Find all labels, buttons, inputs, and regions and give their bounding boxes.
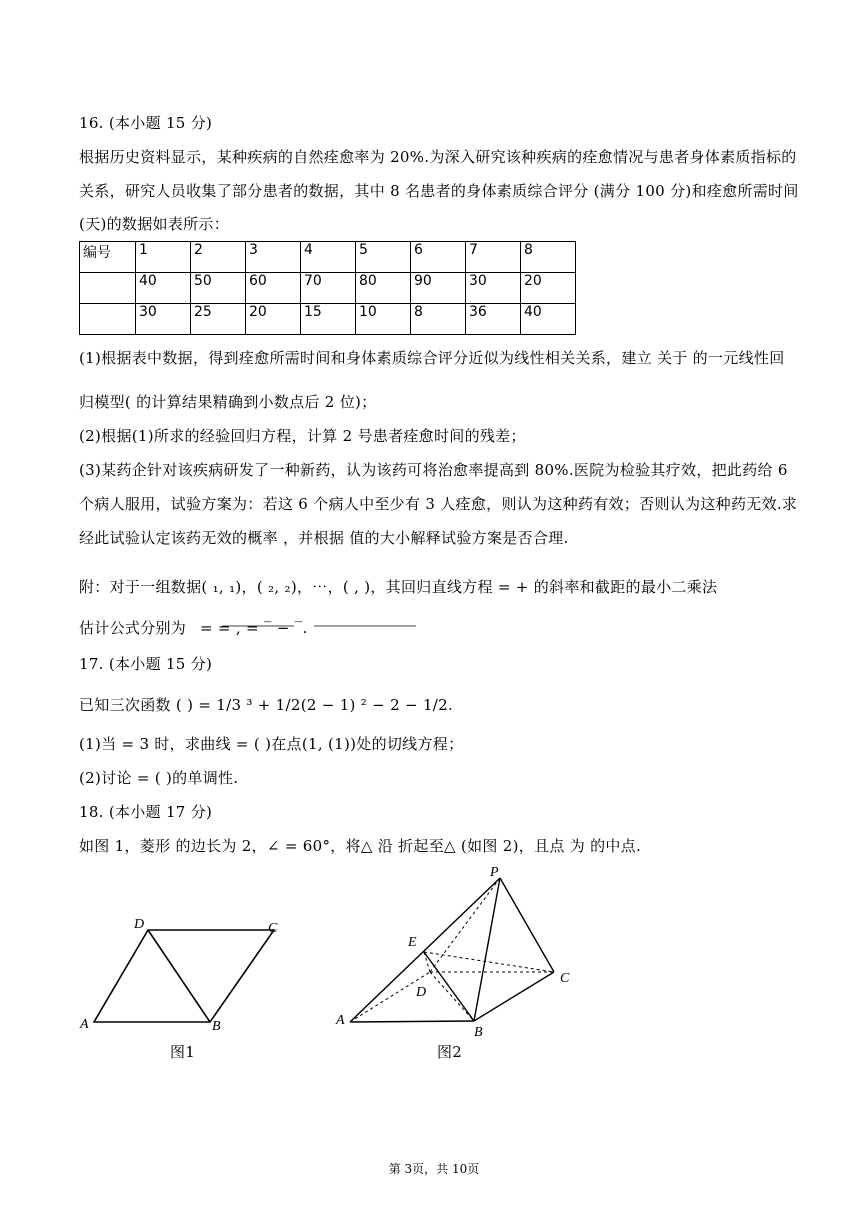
- table-cell: 7: [466, 242, 521, 273]
- table-cell: 30: [136, 304, 191, 335]
- vertex-label-b: B: [474, 1025, 483, 1040]
- diagonal-bd: [148, 930, 210, 1022]
- table-cell: 20: [246, 304, 301, 335]
- edge-pc: [500, 878, 554, 972]
- q18-paragraph: 如图 1，菱形 的边长为 2，∠ = 60°，将△ 沿 折起至△ (如图 2)，且点 为 的中点.: [79, 837, 642, 855]
- formula-fraction-bars: [222, 606, 462, 646]
- figure-2-caption: 图2: [437, 1043, 463, 1061]
- table-cell: 20: [521, 273, 576, 304]
- table-cell: 25: [191, 304, 246, 335]
- table-row: [80, 242, 576, 273]
- q16-appendix: 附：对于一组数据( ₁, ₁)，( ₂, ₂)，⋯，( , )，其回归直线方程 = + 的斜率和截距的最小二乘法: [79, 578, 718, 596]
- vertex-label-a: A: [336, 1013, 345, 1028]
- vertex-label-b: B: [212, 1019, 221, 1034]
- table-cell: 2: [191, 242, 246, 273]
- q16-sub1-line2: 归模型( 的计算结果精确到小数点后 2 位)；: [79, 393, 377, 411]
- q16-formula-rest: = = , = ‾ − ‾.: [200, 619, 308, 637]
- table-cell: 30: [466, 273, 521, 304]
- table-cell: 编号: [80, 242, 136, 273]
- table-cell: 8: [521, 242, 576, 273]
- table-row: [80, 273, 576, 304]
- page-footer: 第 3页，共 10页: [388, 1162, 480, 1176]
- table-cell: 1: [136, 242, 191, 273]
- edge-ab: [350, 1021, 474, 1022]
- table-cell: 40: [521, 304, 576, 335]
- q16-sub3-line2: 个病人服用，试验方案为：若这 6 个病人中至少有 3 人痊愈，则认为这种药有效；否则认为这种药无效.求: [79, 495, 798, 513]
- vertex-label-c: C: [268, 921, 278, 936]
- hidden-edge-dp: [430, 878, 500, 972]
- vertex-label-a: A: [80, 1017, 89, 1032]
- table-cell: 90: [411, 273, 466, 304]
- vertex-label-d: D: [134, 917, 145, 932]
- q16-paragraph-3: (天)的数据如表所示：: [79, 215, 230, 233]
- table-cell: [80, 273, 136, 304]
- edge-bc: [474, 972, 554, 1021]
- q17-paragraph: 已知三次函数 ( ) = 1/3 ³ + 1/2(2 − 1) ² − 2 − 1/2.: [79, 696, 454, 714]
- table-cell: 50: [191, 273, 246, 304]
- q16-paragraph-2: 关系，研究人员收集了部分患者的数据，其中 8 名患者的身体素质综合评分 (满分 100 分)和痊愈所需时间: [79, 182, 799, 200]
- q16-sub3-line3: 经此试验认定该药无效的概率 ，并根据 值的大小解释试验方案是否合理.: [79, 529, 569, 547]
- table-cell: 40: [136, 273, 191, 304]
- vertex-label-e: E: [408, 935, 417, 950]
- table-cell: 3: [246, 242, 301, 273]
- q16-paragraph-1: 根据历史资料显示，某种疾病的自然痊愈率为 20%.为深入研究该种疾病的痊愈情况与患者身体素质指标的: [79, 148, 797, 166]
- vertex-label-d: D: [416, 985, 427, 1000]
- hidden-edge-db: [430, 972, 474, 1021]
- vertex-label-p: P: [490, 865, 499, 880]
- table-row: [80, 304, 576, 335]
- q17-sub1: (1)当 = 3 时，求曲线 = ( )在点(1, (1))处的切线方程；: [79, 735, 464, 753]
- rhombus-outline: [94, 930, 274, 1022]
- table-cell: 15: [301, 304, 356, 335]
- table-cell: 5: [356, 242, 411, 273]
- hidden-edge-ec: [424, 952, 554, 972]
- table-cell: 80: [356, 273, 411, 304]
- q16-sub1-line1: (1)根据表中数据，得到痊愈所需时间和身体素质综合评分近似为线性相关关系，建立 关于 的一元线性回: [79, 349, 785, 367]
- table-cell: 60: [246, 273, 301, 304]
- table-cell: [80, 304, 136, 335]
- vertex-label-c: C: [560, 971, 570, 986]
- figure-1-rhombus: [70, 910, 300, 1050]
- q18-header: 18. (本小题 17 分): [79, 803, 213, 821]
- table-cell: 10: [356, 304, 411, 335]
- table-cell: 36: [466, 304, 521, 335]
- q16-header: 16. (本小题 15 分): [79, 114, 213, 132]
- figure-1-caption: 图1: [170, 1043, 196, 1061]
- data-table: [79, 241, 576, 335]
- q17-header: 17. (本小题 15 分): [79, 655, 213, 673]
- q16-sub3-line1: (3)某药企针对该疾病研发了一种新药，认为该药可将治愈率提高到 80%.医院为检验其疗效，把此药给 6: [79, 461, 788, 479]
- table-cell: 8: [411, 304, 466, 335]
- q17-sub2: (2)讨论 = ( )的单调性.: [79, 769, 239, 787]
- q16-formula-lead: 估计公式分别为: [79, 619, 187, 637]
- table-cell: 6: [411, 242, 466, 273]
- table-cell: 70: [301, 273, 356, 304]
- table-cell: 4: [301, 242, 356, 273]
- q16-sub2: (2)根据(1)所求的经验回归方程，计算 2 号患者痊愈时间的残差；: [79, 427, 526, 445]
- edge-eb: [424, 952, 474, 1021]
- figure-2-pyramid: [330, 860, 580, 1060]
